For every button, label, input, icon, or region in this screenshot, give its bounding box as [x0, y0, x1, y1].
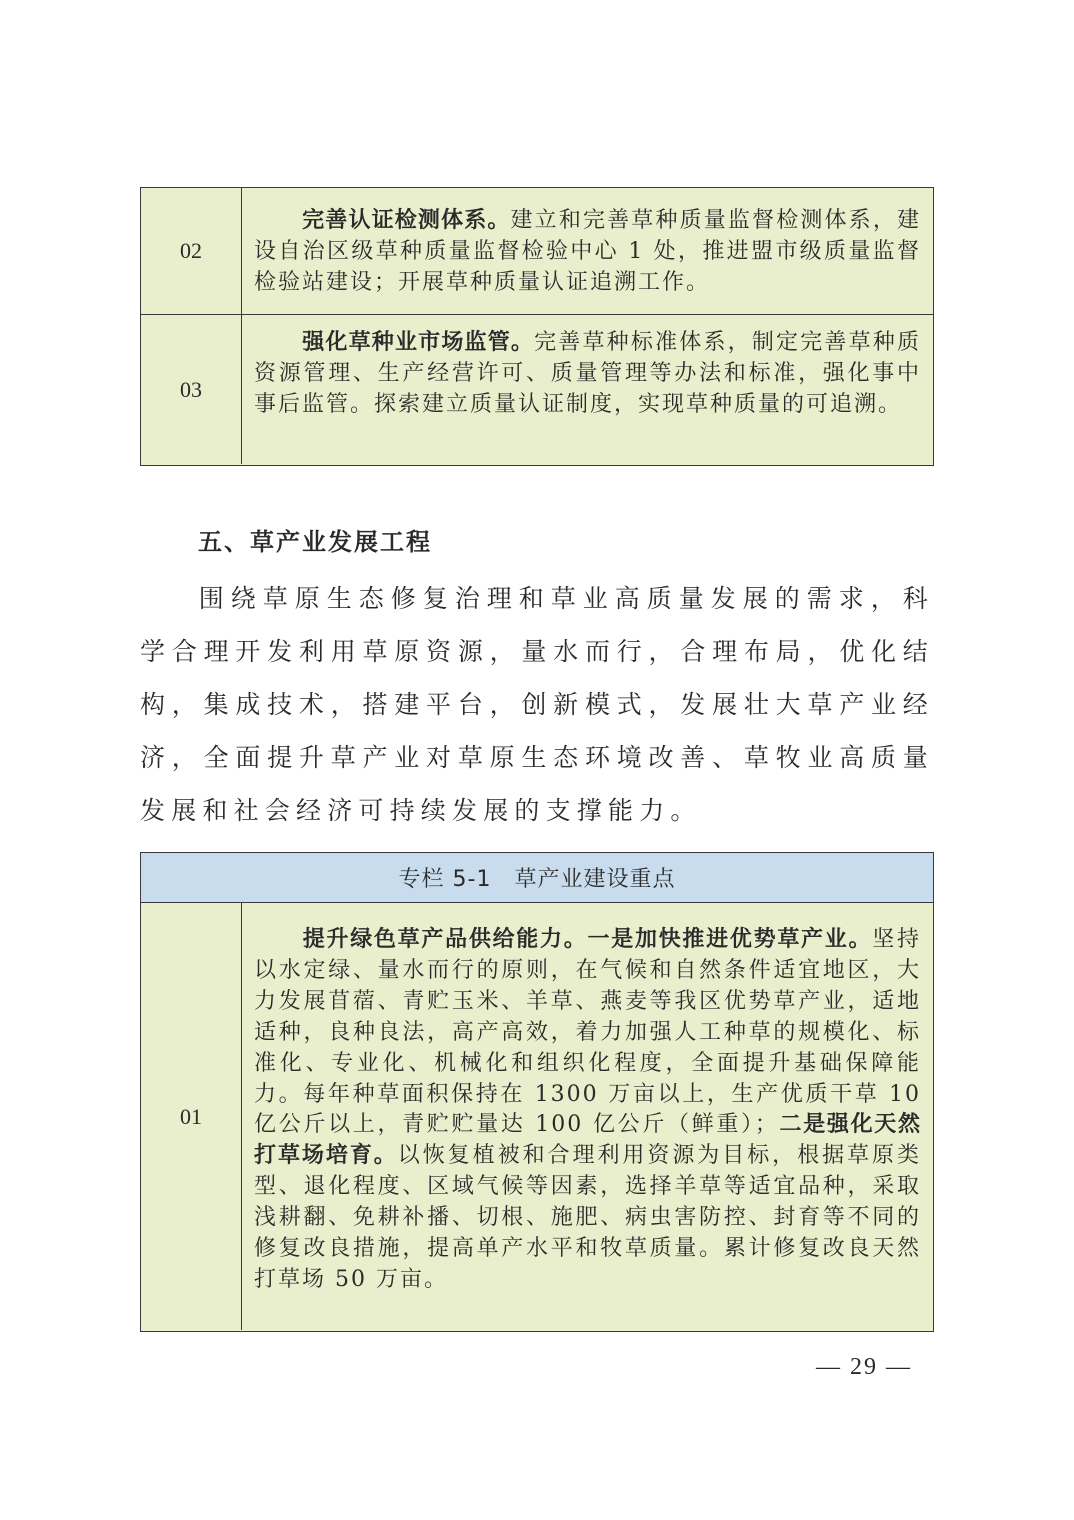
- row-text: 完善草种标准体系，制定完善草种质资源管理、生产经营许可、质量管理等办法和标准，强化事中事后监管。探索建立质量认证制度，实现草种质量的可追溯。: [254, 330, 921, 417]
- row-bold-lead: 强化草种业市场监管。: [302, 330, 535, 355]
- page-number: — 29 —: [816, 1354, 912, 1380]
- row-content: [242, 315, 933, 464]
- row-content: [242, 903, 933, 1330]
- row-number: 02: [141, 188, 242, 314]
- row-text: 建立和完善草种质量监督检测体系，建设自治区级草种质量监督检验中心 1 处，推进盟市级质量监督检验站建设；开展草种质量认证追溯工作。: [254, 208, 921, 295]
- section-heading: 五、草产业发展工程: [198, 528, 432, 556]
- table-title: 专栏 5-1 草产业建设重点: [141, 853, 933, 903]
- table-row: [141, 188, 933, 315]
- bottom-table: [140, 852, 934, 1332]
- row-content: [242, 188, 933, 314]
- row-bold-second: 二是强化天然打草场培育。: [254, 1112, 921, 1169]
- row-bold-lead: 完善认证检测体系。: [302, 208, 511, 233]
- row-text-second: 以恢复植被和合理利用资源为目标，根据草原类型、退化程度、区域气候等因素，选择羊草等适宜品种，采取浅耕翻、免耕补播、切根、施肥、病虫害防控、封育等不同的修复改良措施，提高单产水平和牧草质量。累计修复改良天然打草场 50 万亩。: [254, 1143, 921, 1292]
- row-text: 坚持以水定绿、量水而行的原则，在气候和自然条件适宜地区，大力发展苜蓿、青贮玉米、羊草、燕麦等我区优势草产业，适地适种，良种良法，高产高效，着力加强人工种草的规模化、标准化、专业化、机械化和组织化程度，全面提升基础保障能力。每年种草面积保持在 1300 万亩以上，生产优质干草 10 亿公斤以上，青贮贮量达 100 亿公斤（鲜重）；: [254, 927, 921, 1138]
- table-row: [141, 903, 933, 1330]
- table-row: [141, 315, 933, 464]
- row-bold-lead: 提升绿色草产品供给能力。一是加快推进优势草产业。: [302, 927, 873, 952]
- top-table: [140, 187, 934, 466]
- paragraph-text: 围绕草原生态修复治理和草业高质量发展的需求，科学合理开发利用草原资源，量水而行，合理布局，优化结构，集成技术，搭建平台，创新模式，发展壮大草产业经济，全面提升草产业对草原生态环境改善、草牧业高质量发展和社会经济可持续发展的支撑能力。: [140, 584, 934, 825]
- row-number: 03: [141, 315, 242, 464]
- section-paragraph: [140, 572, 934, 837]
- row-number: 01: [141, 903, 242, 1330]
